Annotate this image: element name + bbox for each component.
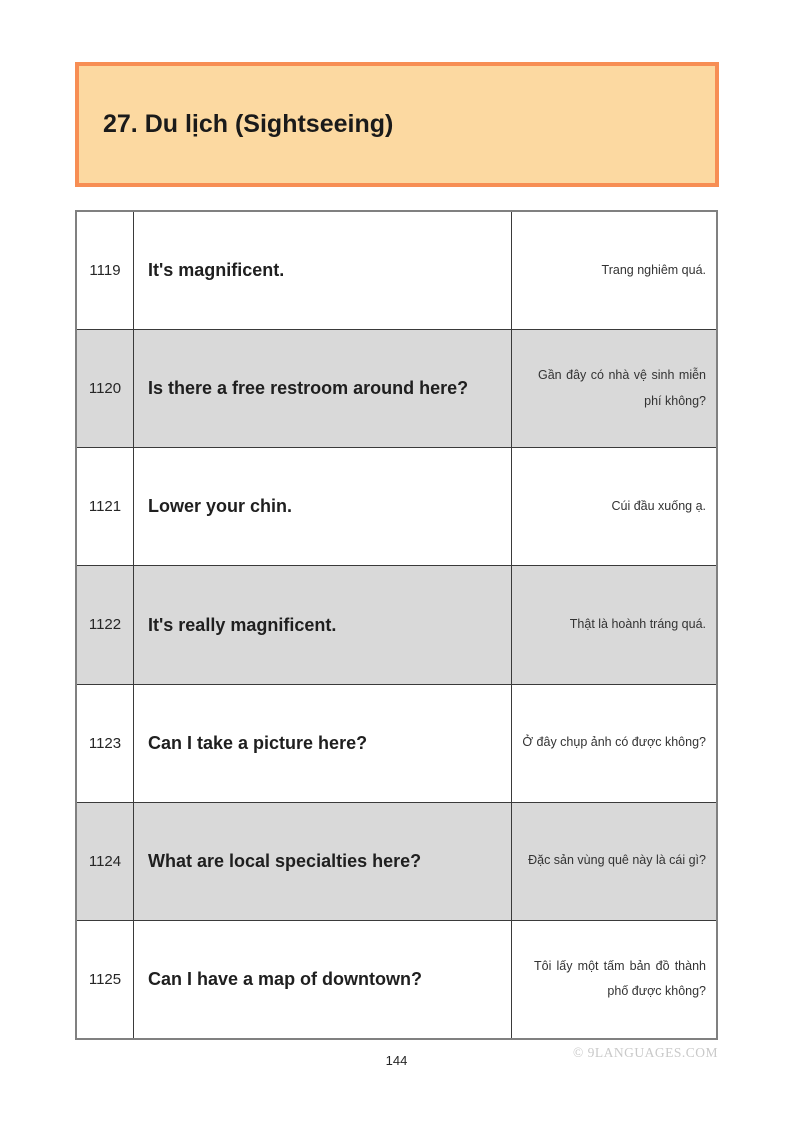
- phrase-english: Lower your chin.: [148, 496, 293, 517]
- phrase-vietnamese: Gần đây có nhà vệ sinh miễn phí không?: [538, 368, 706, 408]
- phrase-vietnamese: Tôi lấy một tấm bản đồ thành phố được không?: [534, 958, 706, 999]
- phrase-vietnamese: Thật là hoành tráng quá.: [569, 617, 706, 632]
- chapter-title-box: [75, 62, 719, 187]
- phrase-number: 1120: [77, 330, 134, 447]
- phrase-english-cell: [134, 212, 512, 329]
- page-number: 144: [385, 1053, 408, 1068]
- phrase-number: 1121: [77, 448, 134, 565]
- phrase-vietnamese-cell: [512, 330, 716, 447]
- phrase-row: [77, 566, 716, 684]
- phrase-english: Is there a free restroom around here?: [148, 378, 469, 399]
- phrase-vietnamese-cell: [512, 921, 716, 1038]
- phrase-row: [77, 921, 716, 1038]
- phrase-vietnamese-cell: [512, 803, 716, 920]
- phrase-table: [75, 210, 718, 1040]
- copyright-watermark: © 9LANGUAGES.COM: [572, 1045, 718, 1060]
- phrase-english-cell: [134, 803, 512, 920]
- phrase-vietnamese: Trang nghiêm quá.: [601, 262, 706, 277]
- phrase-english: Can I take a picture here?: [148, 732, 368, 753]
- phrase-english-cell: [134, 330, 512, 447]
- phrase-vietnamese-cell: [512, 448, 716, 565]
- phrase-row: [77, 685, 716, 803]
- phrase-row: [77, 448, 716, 566]
- phrase-english: Can I have a map of downtown?: [148, 968, 423, 989]
- phrase-vietnamese-cell: [512, 566, 716, 683]
- phrase-vietnamese-cell: [512, 212, 716, 329]
- phrase-english-cell: [134, 566, 512, 683]
- page-footer: [75, 1040, 718, 1080]
- phrase-number: 1119: [77, 212, 134, 329]
- phrase-english: It's really magnificent.: [148, 614, 337, 635]
- phrase-english: What are local specialties here?: [148, 850, 422, 871]
- phrase-vietnamese: Cúi đầu xuống ạ.: [611, 499, 706, 514]
- phrase-row: [77, 212, 716, 330]
- phrase-english-cell: [134, 448, 512, 565]
- phrase-number: 1125: [77, 921, 134, 1038]
- phrase-english-cell: [134, 685, 512, 802]
- phrase-english-cell: [134, 921, 512, 1038]
- chapter-title: 27. Du lịch (Sightseeing): [103, 110, 394, 138]
- phrase-english: It's magnificent.: [148, 260, 285, 281]
- phrase-number: 1123: [77, 685, 134, 802]
- phrase-number: 1124: [77, 803, 134, 920]
- phrase-row: [77, 330, 716, 448]
- phrase-vietnamese: Đặc sản vùng quê này là cái gì?: [528, 853, 706, 868]
- phrase-vietnamese: Ở đây chụp ảnh có được không?: [522, 735, 706, 750]
- phrase-number: 1122: [77, 566, 134, 683]
- phrase-vietnamese-cell: [512, 685, 716, 802]
- phrase-row: [77, 803, 716, 921]
